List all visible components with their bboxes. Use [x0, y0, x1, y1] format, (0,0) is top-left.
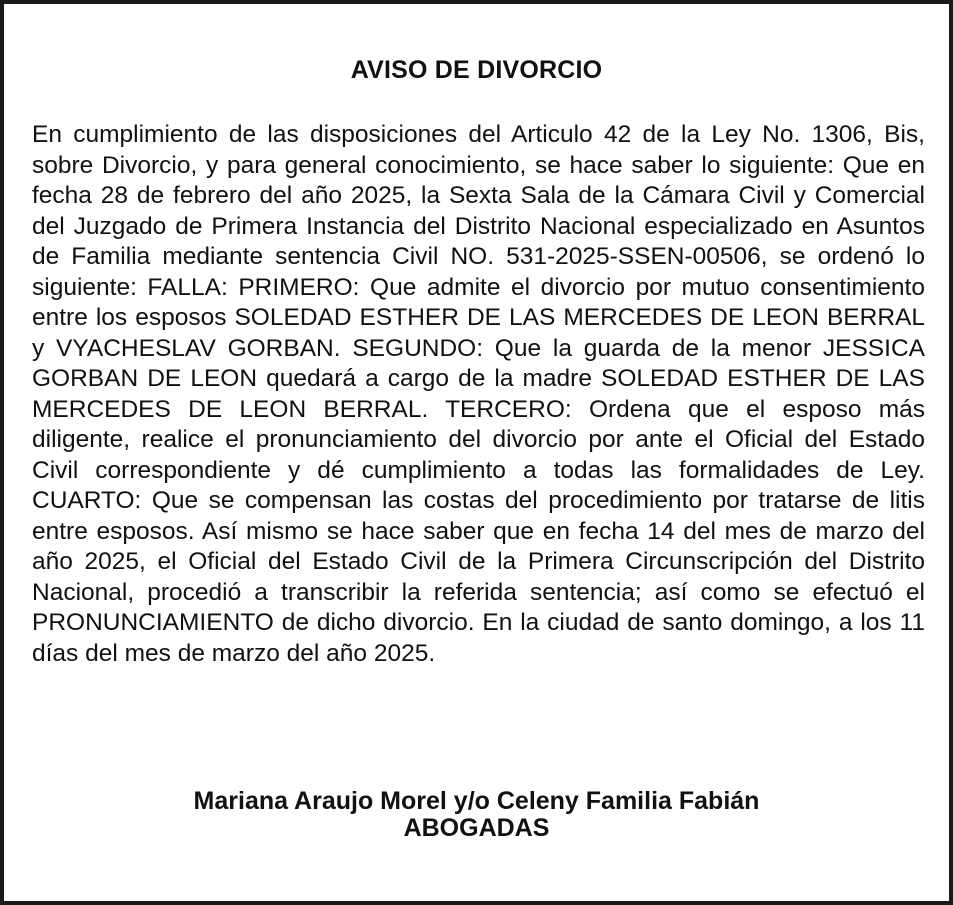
signature-role: ABOGADAS: [403, 814, 550, 842]
signature-block: [4, 788, 949, 842]
notice-body: En cumplimiento de las disposiciones del Articulo 42 de la Ley No. 1306, Bis, sobre Divorcio, y para general conocimiento, se hace saber lo siguiente: Que en fecha 28 de febrero del año 2025, la Sexta Sala de la Cámara Civil y Comercial del Juzgado de Primera Instancia del Distrito Nacional especializado en Asuntos de Familia mediante sentencia Civil NO. 531-2025-SSEN-00506, se ordenó lo siguiente: FALLA: PRIMERO: Que admite el divorcio por mutuo consentimiento entre los esposos SOLEDAD ESTHER DE LAS MERCEDES DE LEON BERRAL y VYACHESLAV GORBAN. SEGUNDO: Que la guarda de la menor JESSICA GORBAN DE LEON quedará a cargo de la madre SOLEDAD ESTHER DE LAS MERCEDES DE LEON BERRAL. TERCERO: Ordena que el esposo más diligente, realice el pronunciamiento del divorcio por ante el Oficial del Estado Civil correspondiente y dé cumplimiento a todas las formalidades de Ley. CUARTO: Que se compensan las costas del procedimiento por tratarse de litis entre esposos. Así mismo se hace saber que en fecha 14 del mes de marzo del año 2025, el Oficial del Estado Civil de la Primera Circunscripción del Distrito Nacional, procedió a transcribir la referida sentencia; así como se efectuó el PRONUNCIAMIENTO de dicho divorcio. En la ciudad de santo domingo, a los 11 días del mes de marzo del año 2025.: [32, 121, 925, 667]
notice-title: AVISO DE DIVORCIO: [350, 56, 603, 84]
signature-name: Mariana Araujo Morel y/o Celeny Familia Fabián: [193, 787, 760, 815]
